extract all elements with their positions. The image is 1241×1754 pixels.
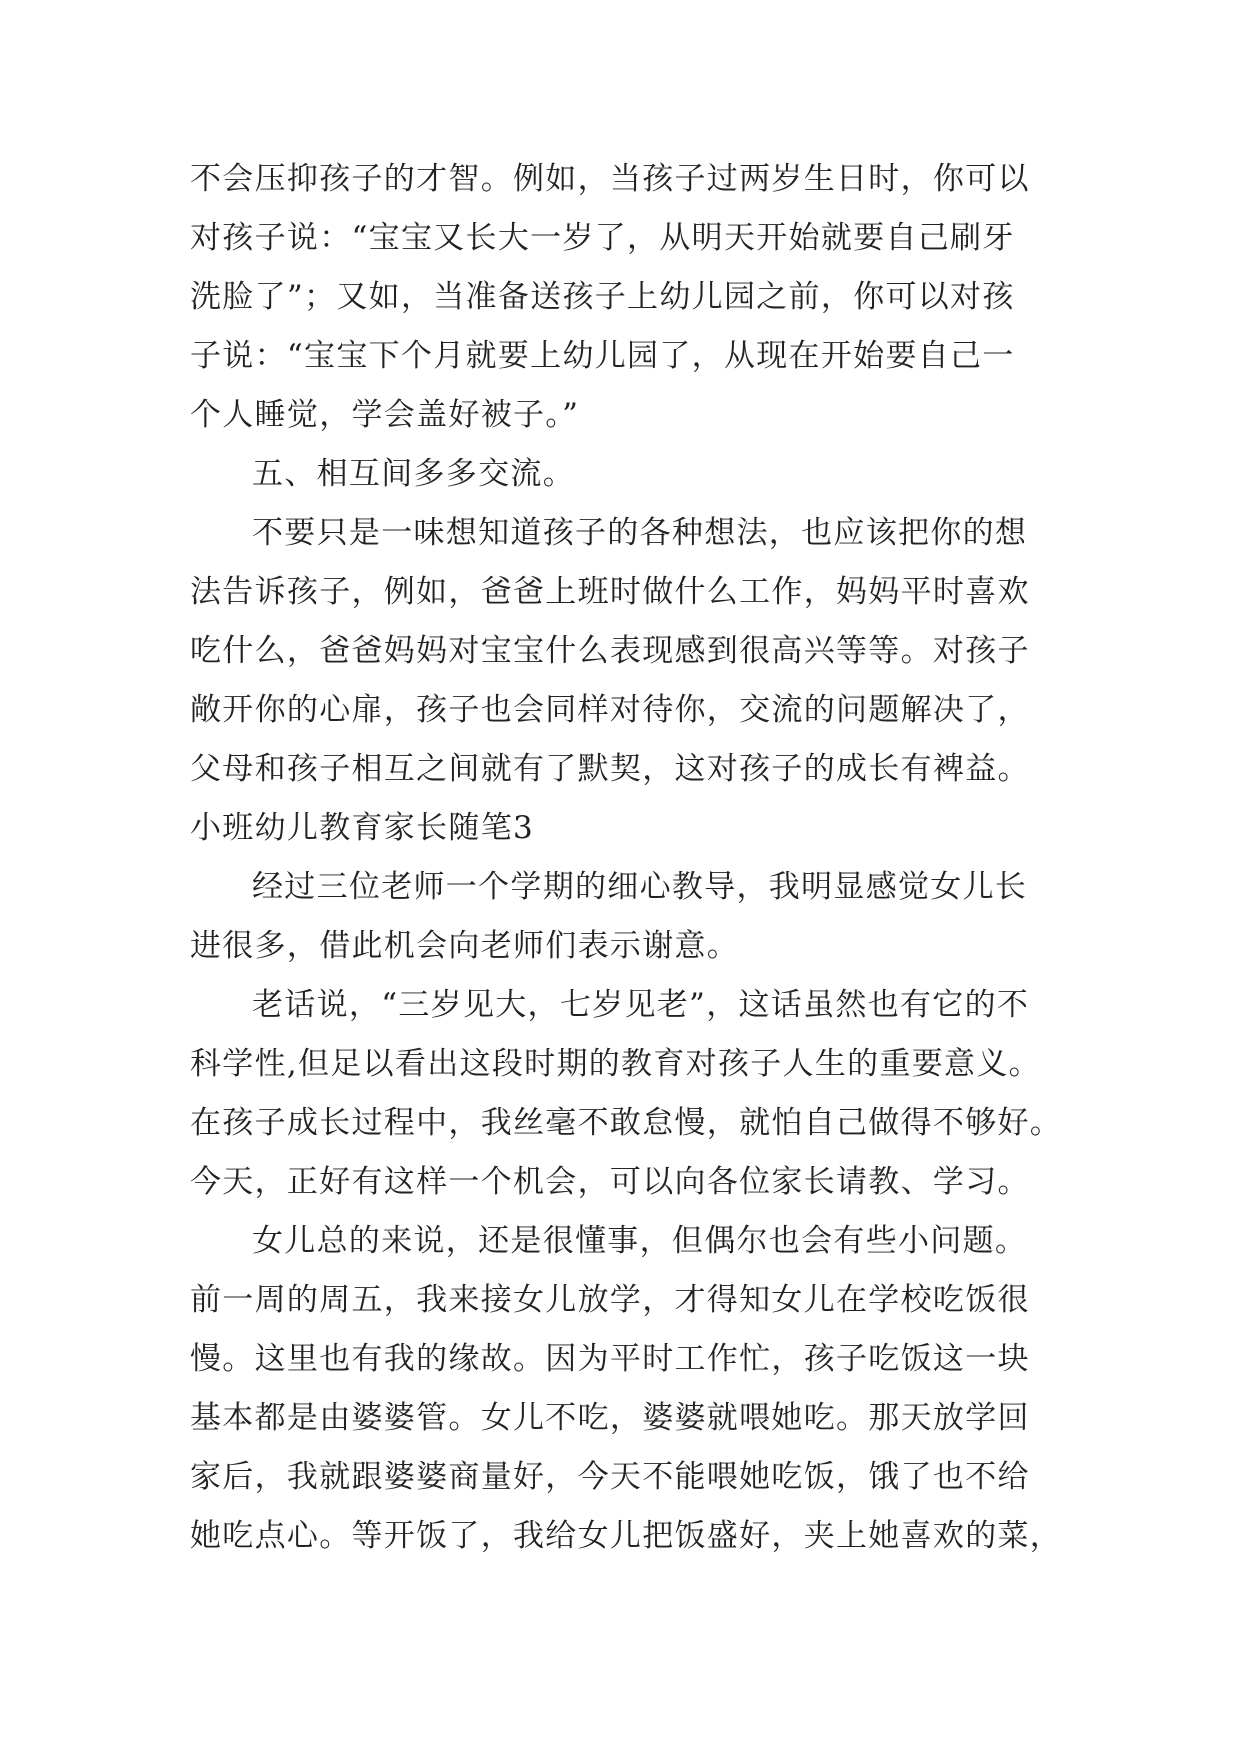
text-line: 个人睡觉，学会盖好被子。” [190, 397, 580, 433]
text-line: 慢。这里也有我的缘故。因为平时工作忙，孩子吃饭这一块 [190, 1341, 1030, 1377]
text-line: 前一周的周五，我来接女儿放学，才得知女儿在学校吃饭很 [190, 1282, 1030, 1318]
text-line: 科学性,但足以看出这段时期的教育对孩子人生的重要意义。 [190, 1046, 1041, 1082]
text-line: 进很多，借此机会向老师们表示谢意。 [190, 928, 740, 964]
text-line: 不要只是一味想知道孩子的各种想法，也应该把你的想 [252, 515, 1028, 551]
text-line: 父母和孩子相互之间就有了默契，这对孩子的成长有裨益。 [190, 751, 1030, 787]
text-line: 今天，正好有这样一个机会，可以向各位家长请教、学习。 [190, 1164, 1030, 1200]
text-line: 洗脸了”；又如，当准备送孩子上幼儿园之前，你可以对孩 [190, 279, 1015, 315]
text-line: 对孩子说：“宝宝又长大一岁了，从明天开始就要自己刷牙 [190, 220, 1015, 256]
text-line: 五、相互间多多交流。 [252, 456, 575, 492]
text-line: 家后，我就跟婆婆商量好，今天不能喂她吃饭，饿了也不给 [190, 1459, 1030, 1495]
text-line: 女儿总的来说，还是很懂事，但偶尔也会有些小问题。 [252, 1223, 1028, 1259]
text-line: 经过三位老师一个学期的细心教导，我明显感觉女儿长 [252, 869, 1028, 905]
text-line: 老话说，“三岁见大，七岁见老”，这话虽然也有它的不 [252, 987, 1030, 1023]
text-line: 基本都是由婆婆管。女儿不吃，婆婆就喂她吃。那天放学回 [190, 1400, 1030, 1436]
text-line: 不会压抑孩子的才智。例如，当孩子过两岁生日时，你可以 [190, 161, 1030, 197]
document-body [190, 150, 1070, 1566]
text-line: 子说：“宝宝下个月就要上幼儿园了，从现在开始要自己一 [190, 338, 1015, 374]
text-line: 在孩子成长过程中，我丝毫不敢怠慢，就怕自己做得不够好。 [190, 1105, 1063, 1141]
text-line: 小班幼儿教育家长随笔3 [190, 810, 535, 846]
text-line: 法告诉孩子，例如，爸爸上班时做什么工作，妈妈平时喜欢 [190, 574, 1030, 610]
text-line: 吃什么，爸爸妈妈对宝宝什么表现感到很高兴等等。对孩子 [190, 633, 1030, 669]
text-line: 她吃点心。等开饭了，我给女儿把饭盛好，夹上她喜欢的菜， [190, 1518, 1063, 1554]
text-line: 敞开你的心扉，孩子也会同样对待你，交流的问题解决了， [190, 692, 1030, 728]
